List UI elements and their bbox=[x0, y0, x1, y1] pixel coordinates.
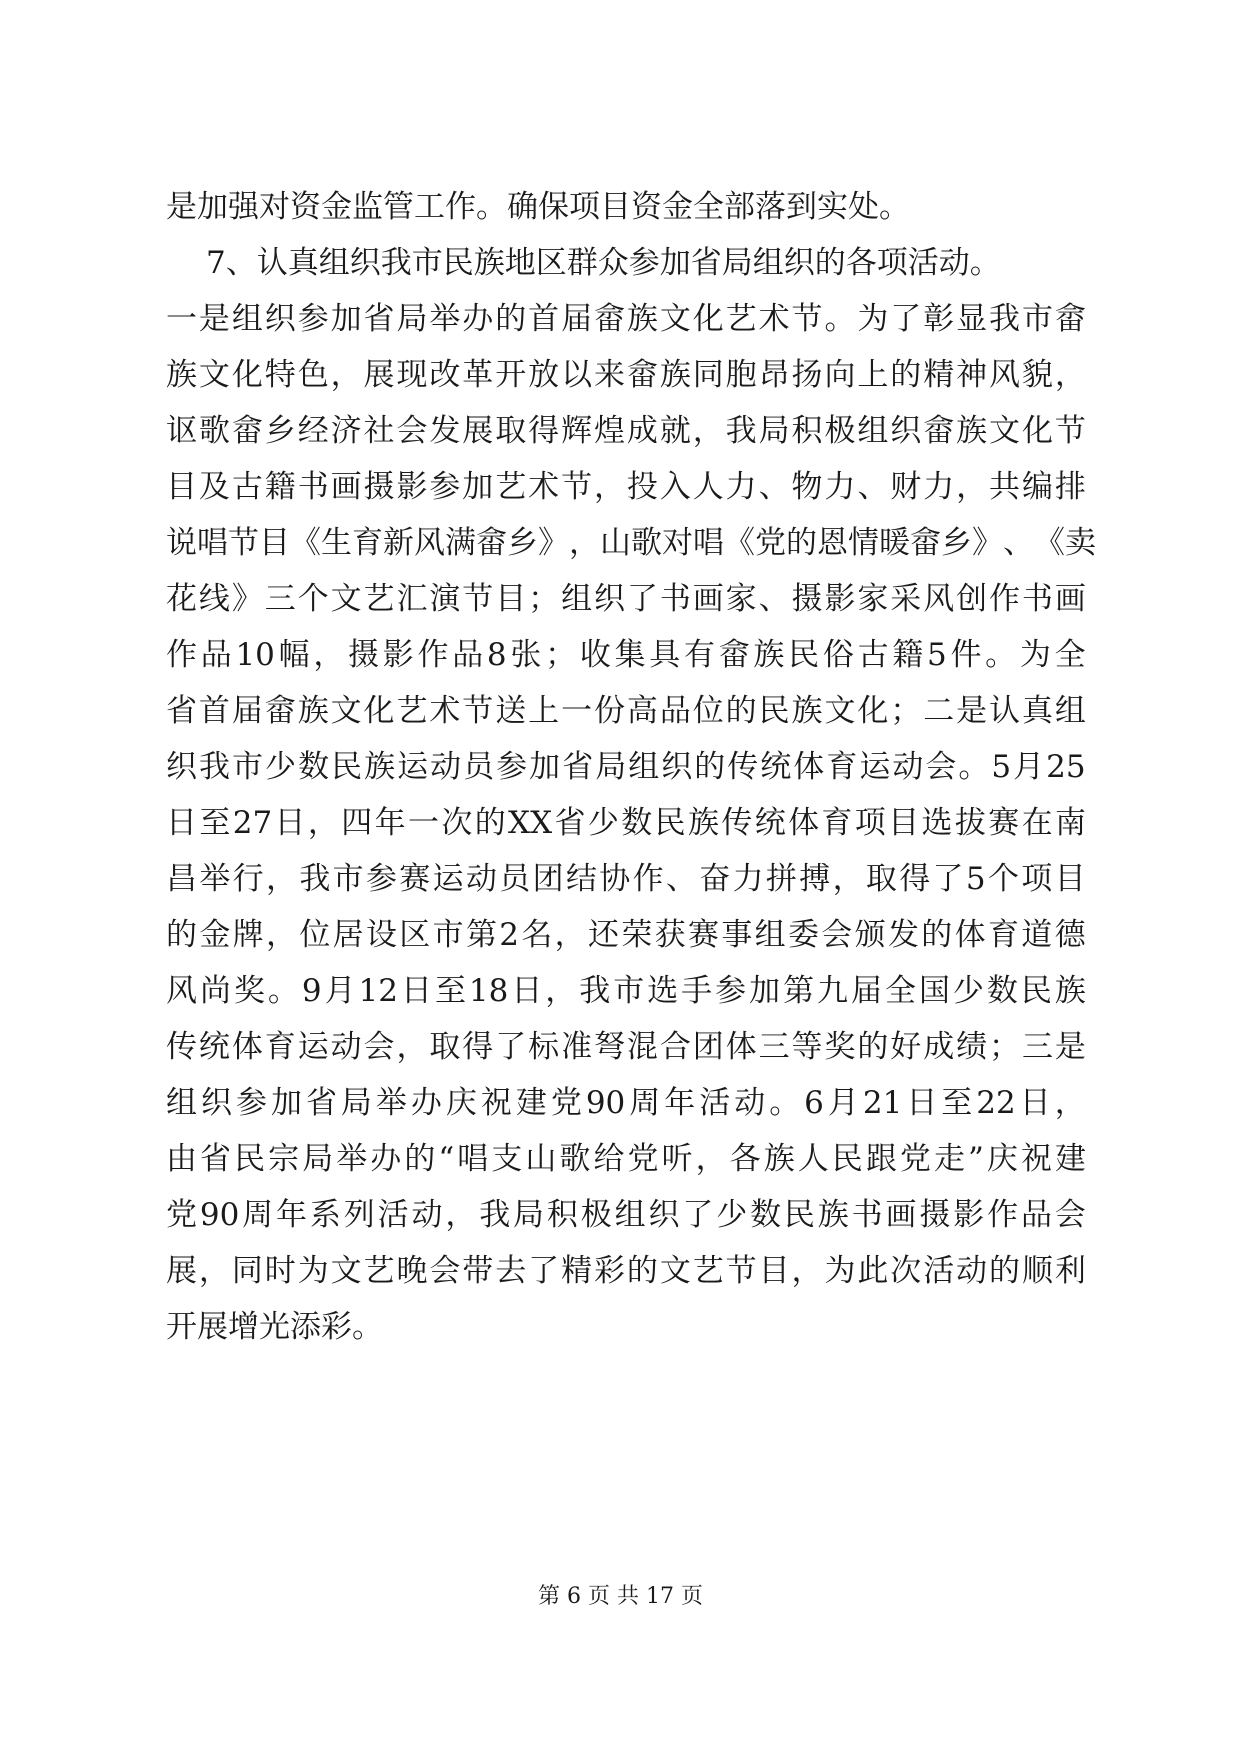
text-line: 织 我 市 少 数 民 族 运 动 员 参 加 省 局 组 织 的 传 统 体 育 运 动 会 。 5 月 25 bbox=[166, 749, 1086, 785]
text-line: 一 是 组 织 参 加 省 局 举 办 的 首 届 畲 族 文 化 艺 术 节 。 为 了 彰 显 我 市 畲 bbox=[166, 301, 1086, 337]
text-line: 7、认真组织我市民族地区群众参加省局组织的各项活动。 bbox=[206, 245, 1001, 281]
text-line: 开展增光添彩。 bbox=[166, 1309, 383, 1345]
text-line: 传 统 体 育 运 动 会 ， 取 得 了 标 准 弩 混 合 团 体 三 等 奖 的 好 成 绩 ； 三 是 bbox=[166, 1029, 1086, 1065]
text-line: 的 金 牌 ， 位 居 设 区 市 第 2 名 ， 还 荣 获 赛 事 组 委 会 颁 发 的 体 育 道 德 bbox=[166, 917, 1086, 953]
text-line: 花 线 》 三 个 文 艺 汇 演 节 目 ； 组 织 了 书 画 家 、 摄 影 家 采 风 创 作 书 画 bbox=[166, 581, 1086, 617]
text-line: 是加强对资金监管工作。确保项目资金全部落到实处。 bbox=[166, 189, 910, 225]
text-line: 由 省 民 宗 局 举 办 的 “ 唱 支 山 歌 给 党 听 ， 各 族 人 民 跟 党 走 ” 庆 祝 建 bbox=[166, 1141, 1086, 1177]
text-line: 日 至 27 日 ， 四 年 一 次 的 XX 省 少 数 民 族 传 统 体 育 项 目 选 拔 赛 在 南 bbox=[166, 805, 1086, 841]
text-line: 讴 歌 畲 乡 经 济 社 会 发 展 取 得 辉 煌 成 就 ， 我 局 积 极 组 织 畲 族 文 化 节 bbox=[166, 413, 1086, 449]
text-line: 党 90 周 年 系 列 活 动 ， 我 局 积 极 组 织 了 少 数 民 族 书 画 摄 影 作 品 会 bbox=[166, 1197, 1086, 1233]
text-line: 省 首 届 畲 族 文 化 艺 术 节 送 上 一 份 高 品 位 的 民 族 文 化 ； 二 是 认 真 组 bbox=[166, 693, 1086, 729]
text-line: 组 织 参 加 省 局 举 办 庆 祝 建 党 90 周 年 活 动 。 6 月 21 日 至 22 日 ， bbox=[166, 1085, 1086, 1121]
text-line: 作 品 10 幅 ， 摄 影 作 品 8 张 ； 收 集 具 有 畲 族 民 俗 古 籍 5 件 。 为 全 bbox=[166, 637, 1086, 673]
text-line: 风 尚 奖 。 9 月 12 日 至 18 日 ， 我 市 选 手 参 加 第 九 届 全 国 少 数 民 族 bbox=[166, 973, 1086, 1009]
text-line: 说 唱 节 目 《 生 育 新 风 满 畲 乡 》 ， 山 歌 对 唱 《 党 的 恩 情 暖 畲 乡 》 、 《 卖 bbox=[166, 525, 1096, 561]
text-line: 目 及 古 籍 书 画 摄 影 参 加 艺 术 节 ， 投 入 人 力 、 物 力 、 财 力 ， 共 编 排 bbox=[166, 469, 1086, 505]
text-line: 族 文 化 特 色 ， 展 现 改 革 开 放 以 来 畲 族 同 胞 昂 扬 向 上 的 精 神 风 貌 ， bbox=[166, 357, 1086, 393]
text-line: 昌 举 行 ， 我 市 参 赛 运 动 员 团 结 协 作 、 奋 力 拼 搏 ， 取 得 了 5 个 项 目 bbox=[166, 861, 1086, 897]
page-number-footer: 第 6 页 共 17 页 bbox=[538, 1584, 703, 1609]
text-line: 展 ， 同 时 为 文 艺 晚 会 带 去 了 精 彩 的 文 艺 节 目 ， 为 此 次 活 动 的 顺 利 bbox=[166, 1253, 1086, 1289]
